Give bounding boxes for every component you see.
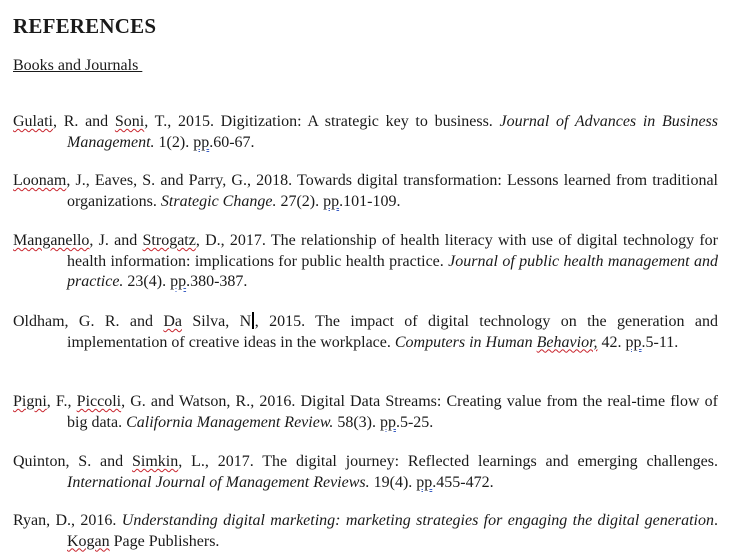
reference-entry-gulati [13, 112, 718, 153]
spellcheck-word[interactable]: Strogatz [142, 232, 196, 249]
reference-text: 27(2). [276, 192, 324, 210]
spellcheck-word[interactable]: Pigni [13, 393, 47, 410]
reference-text: Ryan, D., 2016. [13, 512, 122, 529]
reference-text: Silva, N [182, 313, 252, 330]
page-range: .455-472. [432, 473, 494, 491]
book-title: Understanding digital marketing: marketing strategies for engaging the digital generation [121, 512, 714, 529]
spellcheck-word[interactable]: Simkin [132, 453, 179, 470]
references-heading: REFERENCES [13, 14, 157, 38]
reference-text: , J., Eaves, S. and Parry, G., 2018. Towards digital transformation: Lessons learned from traditional organizations. [66, 172, 718, 210]
spellcheck-word[interactable]: Kogan [67, 532, 110, 550]
spellcheck-word[interactable]: Gulati [13, 113, 53, 130]
reference-text: 42. [597, 333, 626, 351]
reference-entry-oldham [13, 312, 718, 353]
grammar-flag-word[interactable]: pp [193, 133, 210, 151]
reference-text: , G. and Watson, R., 2016. Digital Data Streams: Creating value from the real-time flow of big data. [67, 393, 718, 431]
spellcheck-word[interactable]: Piccoli [76, 393, 122, 410]
reference-text: 1(2). [154, 133, 194, 151]
page-range: .5-25. [395, 413, 434, 431]
journal-title: Journal of Advances in Business Management. [67, 113, 718, 151]
grammar-flag-word[interactable]: pp [625, 333, 642, 351]
reference-text: , D., 2017. The relationship of health literacy with use of digital technology for health information: implications for public health practice. [67, 232, 719, 270]
page-range: .380-387. [186, 273, 248, 290]
journal-title: Journal of public health management and practice. [67, 252, 719, 290]
reference-text: , J. and [89, 232, 143, 249]
reference-text: 58(3). [333, 413, 380, 431]
journal-title: Computers in Human [394, 333, 537, 351]
reference-text: Quinton, S. and [13, 453, 132, 470]
journal-title: Strategic Change. [160, 192, 277, 210]
reference-text: Oldham, G. R. and [13, 313, 164, 330]
reference-text: , R. and [53, 113, 115, 130]
text-cursor [252, 312, 254, 329]
reference-text: , T., 2015. Digitization: A strategic key to business. [144, 113, 500, 130]
reference-text: 23(4). [123, 273, 171, 290]
reference-text: , F., [46, 393, 77, 410]
grammar-flag-word[interactable]: pp [170, 273, 187, 290]
reference-entry-ryan [13, 511, 718, 552]
reference-text: , L., 2017. The digital journey: Reflected learnings and emerging challenges. [178, 453, 718, 470]
page-range: .101-109. [339, 192, 401, 210]
journal-title: International Journal of Management Reviews. [67, 473, 370, 491]
reference-text: . [714, 512, 718, 529]
page-range: .60-67. [209, 133, 255, 151]
page-range: .5-11. [641, 333, 679, 351]
spellcheck-word[interactable]: Soni [114, 113, 145, 130]
reference-entry-manganello [13, 231, 718, 293]
reference-text: , 2015. The impact of digital technology on the generation and implementation of creative ideas in the workplace. [67, 313, 718, 351]
spellcheck-word[interactable]: Loonam [13, 172, 67, 189]
books-and-journals-subheading: Books and Journals [13, 57, 143, 74]
grammar-flag-word[interactable]: pp [379, 413, 396, 431]
journal-title: California Management Review. [126, 413, 334, 431]
grammar-flag-word[interactable]: pp [323, 192, 340, 210]
reference-text: 19(4). [369, 473, 417, 491]
reference-entry-loonam [13, 171, 718, 212]
spellcheck-word[interactable]: Manganello [13, 232, 90, 249]
reference-entry-pigni [13, 392, 718, 433]
spellcheck-word[interactable]: Behavior, [536, 333, 598, 351]
reference-text: Page Publishers. [109, 532, 220, 550]
spellcheck-word[interactable]: Da [163, 313, 183, 330]
grammar-flag-word[interactable]: pp [416, 473, 433, 491]
reference-entry-quinton [13, 452, 718, 493]
